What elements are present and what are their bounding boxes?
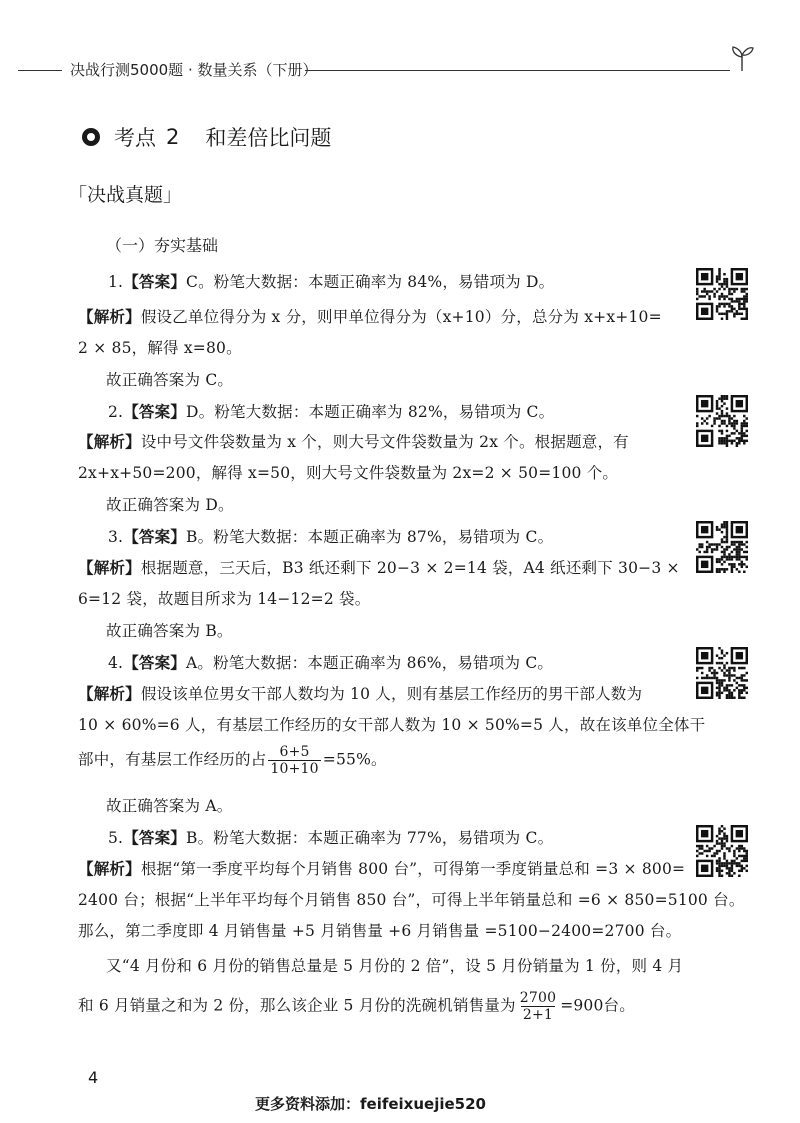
q4-analysis-line-1 xyxy=(78,682,642,704)
analysis-tag: 【解析】 xyxy=(78,685,141,703)
q5-answer: B。粉笔大数据：本题正确率为 77%，易错项为 C。 xyxy=(186,829,554,847)
qr-code-icon xyxy=(696,268,748,320)
answer-tag: 【答案】 xyxy=(123,273,187,291)
sprout-icon xyxy=(730,42,754,72)
answer-tag: 【答案】 xyxy=(123,528,187,546)
q1-analysis-line-1 xyxy=(78,305,662,327)
footer-note: 更多资料添加：feifeixuejie520 xyxy=(255,1095,486,1113)
q3-answer-line xyxy=(108,525,553,547)
q5-number: 5. xyxy=(108,829,124,847)
q2-answer-line xyxy=(108,400,554,422)
qr-code-icon xyxy=(696,825,748,877)
header-rule-left xyxy=(18,70,62,71)
q2-answer: D。粉笔大数据：本题正确率为 82%，易错项为 C。 xyxy=(186,403,555,421)
q5-fraction xyxy=(518,990,558,1023)
q2-analysis-line-1 xyxy=(78,430,629,452)
q4-conclusion: 故正确答案为 A。 xyxy=(106,797,233,815)
analysis-tag: 【解析】 xyxy=(78,860,141,878)
analysis-tag: 【解析】 xyxy=(78,559,141,577)
q5-fraction-numerator: 2700 xyxy=(519,990,557,1006)
section-bullet-icon xyxy=(82,128,100,146)
q1-analysis-1: 假设乙单位得分为 x 分，则甲单位得分为（x+10）分，总分为 x+x+10= xyxy=(140,308,662,326)
header-book-title: 决战行测5000题 · 数量关系（下册） xyxy=(70,61,318,79)
q3-number: 3. xyxy=(108,528,124,546)
q4-fraction-denominator: 10+10 xyxy=(270,761,319,777)
q5-analysis-line-4: 又“4 月份和 6 月份的销售总量是 5 月份的 2 倍”，设 5 月份销量为 1 份，则 4 月 xyxy=(106,957,684,975)
q1-answer-line xyxy=(108,270,554,292)
q5-analysis-line-5 xyxy=(78,990,635,1023)
q4-analysis-3-pre: 部中，有基层工作经历的占 xyxy=(78,750,267,769)
q4-fraction-numerator: 6+5 xyxy=(279,744,310,760)
section-number: 2 xyxy=(166,125,180,149)
bracket-title: 「决战真题」 xyxy=(68,184,183,206)
qr-code-icon xyxy=(696,521,748,573)
header-rule-right xyxy=(305,70,730,71)
q5-analysis-1: 根据“第一季度平均每个月销售 800 台”，可得第一季度销量总和 =3 × 800= xyxy=(140,860,686,878)
answer-tag: 【答案】 xyxy=(123,829,187,847)
q2-analysis-line-2: 2x+x+50=200，解得 x=50，则大号文件袋数量为 2x=2 × 50=100 个。 xyxy=(78,464,619,482)
q4-analysis-3-post: =55%。 xyxy=(322,750,387,769)
q1-conclusion: 故正确答案为 C。 xyxy=(106,371,234,389)
q3-analysis-1: 根据题意，三天后，B3 纸还剩下 20−3 × 2=14 袋，A4 纸还剩下 30−3 × xyxy=(140,559,680,577)
q3-conclusion: 故正确答案为 B。 xyxy=(106,622,233,640)
q1-answer: C。粉笔大数据：本题正确率为 84%，易错项为 D。 xyxy=(186,273,555,291)
subsection-title: （一）夯实基础 xyxy=(106,236,219,255)
q3-analysis-line-1 xyxy=(78,556,680,578)
q5-fraction-denominator: 2+1 xyxy=(522,1007,554,1023)
q2-number: 2. xyxy=(108,403,124,421)
section-heading xyxy=(82,122,331,152)
q4-number: 4. xyxy=(108,654,124,672)
q5-analysis-line-2: 2400 台；根据“上半年平均每个月销售 850 台”，可得上半年销量总和 =6 × 850=5100 台。 xyxy=(78,891,745,909)
q4-answer: A。粉笔大数据：本题正确率为 86%，易错项为 C。 xyxy=(186,654,554,672)
answer-tag: 【答案】 xyxy=(123,654,187,672)
page-number: 4 xyxy=(88,1068,99,1087)
q5-answer-line xyxy=(108,826,553,848)
analysis-tag: 【解析】 xyxy=(78,433,141,451)
answer-tag: 【答案】 xyxy=(123,403,187,421)
q5-analysis-5-post: =900台。 xyxy=(560,996,635,1015)
section-name: 和差倍比问题 xyxy=(205,126,332,150)
q5-analysis-line-1 xyxy=(78,857,685,879)
q5-analysis-line-3: 那么，第二季度即 4 月销售量 +5 月销售量 +6 月销售量 =5100−2400=2700 台。 xyxy=(78,922,682,940)
q4-fraction xyxy=(268,744,320,777)
q1-number: 1. xyxy=(108,273,124,291)
q3-answer: B。粉笔大数据：本题正确率为 87%，易错项为 C。 xyxy=(186,528,554,546)
q1-analysis-line-2: 2 × 85，解得 x=80。 xyxy=(78,339,242,357)
qr-code-icon xyxy=(696,647,748,699)
q4-analysis-1: 假设该单位男女干部人数均为 10 人，则有基层工作经历的男干部人数为 xyxy=(140,685,643,703)
q2-conclusion: 故正确答案为 D。 xyxy=(106,496,234,514)
q3-analysis-line-2: 6=12 袋，故题目所求为 14−12=2 袋。 xyxy=(78,590,371,608)
q2-analysis-1: 设中号文件袋数量为 x 个，则大号文件袋数量为 2x 个。根据题意，有 xyxy=(140,433,629,451)
q4-analysis-line-2: 10 × 60%=6 人，有基层工作经历的女干部人数为 10 × 50%=5 人，故在该单位全体干 xyxy=(78,716,706,734)
q5-analysis-5-pre: 和 6 月销量之和为 2 份，那么该企业 5 月份的洗碗机销售量为 xyxy=(78,996,516,1015)
q4-answer-line xyxy=(108,651,553,673)
analysis-tag: 【解析】 xyxy=(78,308,141,326)
q4-analysis-line-3 xyxy=(78,744,387,777)
qr-code-icon xyxy=(696,395,748,447)
section-prefix: 考点 xyxy=(114,126,156,150)
